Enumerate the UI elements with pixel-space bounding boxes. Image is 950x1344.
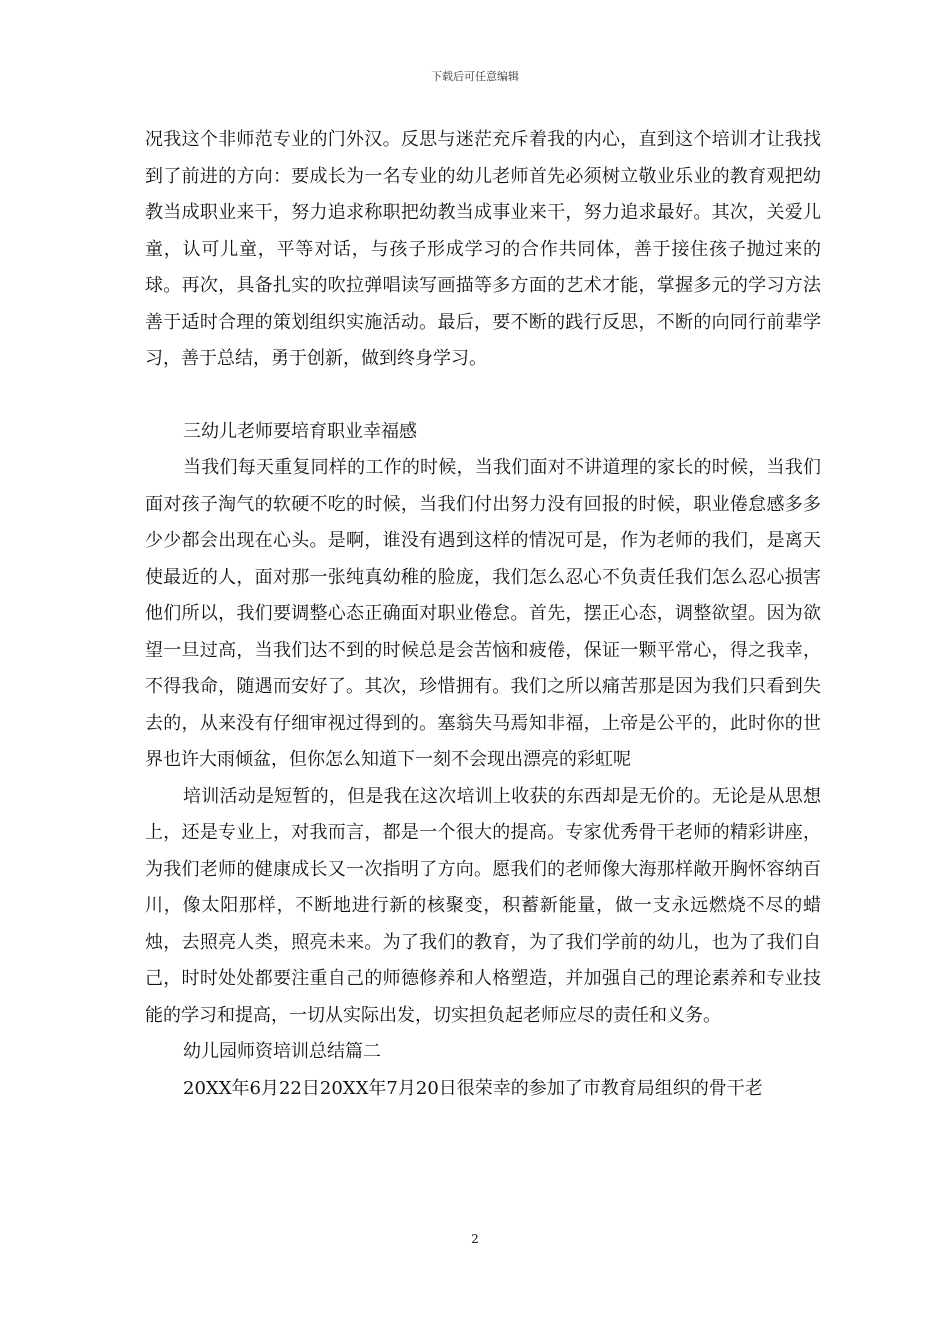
paragraph-reflection: 况我这个非师范专业的门外汉。反思与迷茫充斥着我的内心，直到这个培训才让我找到了前进的方向：要成长为一名专业的幼儿老师首先必须树立敬业乐业的教育观把幼教当成职业来干，努力追求称职把幼教当成事业来干，努力追求最好。其次，关爱儿童，认可儿童，平等对话，与孩子形成学习的合作共同体，善于接住孩子抛过来的球。再次，具备扎实的吹拉弹唱读写画描等多方面的艺术才能，掌握多元的学习方法善于适时合理的策划组织实施活动。最后，要不断的践行反思，不断的向同行前辈学习，善于总结，勇于创新，做到终身学习。 xyxy=(145,129,821,369)
paragraph-part-two-opening: 20XX年6月22日20XX年7月20日很荣幸的参加了市教育局组织的骨干老 xyxy=(183,1077,763,1099)
section-heading-three: 三幼儿老师要培育职业幸福感 xyxy=(183,420,417,442)
paragraph-job-happiness: 当我们每天重复同样的工作的时候，当我们面对不讲道理的家长的时候，当我们面对孩子淘气的软硬不吃的时候，当我们付出努力没有回报的时候，职业倦怠感多多少少都会出现在心头。是啊，谁没有遇到这样的情况可是，作为老师的我们，是离天使最近的人，面对那一张纯真幼稚的脸庞，我们怎么忍心不负责任我们怎么忍心损害他们所以，我们要调整心态正确面对职业倦怠。首先，摆正心态，调整欲望。因为欲望一旦过高，当我们达不到的时候总是会苦恼和疲倦，保证一颗平常心，得之我幸，不得我命，随遇而安好了。其次，珍惜拥有。我们之所以痛苦那是因为我们只看到失去的，从来没有仔细审视过得到的。塞翁失马焉知非福，上帝是公平的，此时你的世界也许大雨倾盆，但你怎么知道下一刻不会现出漂亮的彩虹呢 xyxy=(145,457,821,770)
section-title-part-two: 幼儿园师资培训总结篇二 xyxy=(183,1041,381,1062)
page-header-note: 下载后可任意编辑 xyxy=(431,70,519,83)
page-number: 2 xyxy=(471,1232,479,1246)
document-body xyxy=(145,122,821,1107)
paragraph-training-summary: 培训活动是短暂的，但是我在这次培训上收获的东西却是无价的。无论是从思想上，还是专业上，对我而言，都是一个很大的提高。专家优秀骨干老师的精彩讲座，为我们老师的健康成长又一次指明了方向。愿我们的老师像大海那样敞开胸怀容纳百川，像太阳那样，不断地进行新的核聚变，积蓄新能量，做一支永远燃烧不尽的蜡烛，去照亮人类，照亮未来。为了我们的教育，为了我们学前的幼儿，也为了我们自己，时时处处都要注重自己的师德修养和人格塑造，并加强自己的理论素养和专业技能的学习和提高，一切从实际出发，切实担负起老师应尽的责任和义务。 xyxy=(145,785,821,1026)
